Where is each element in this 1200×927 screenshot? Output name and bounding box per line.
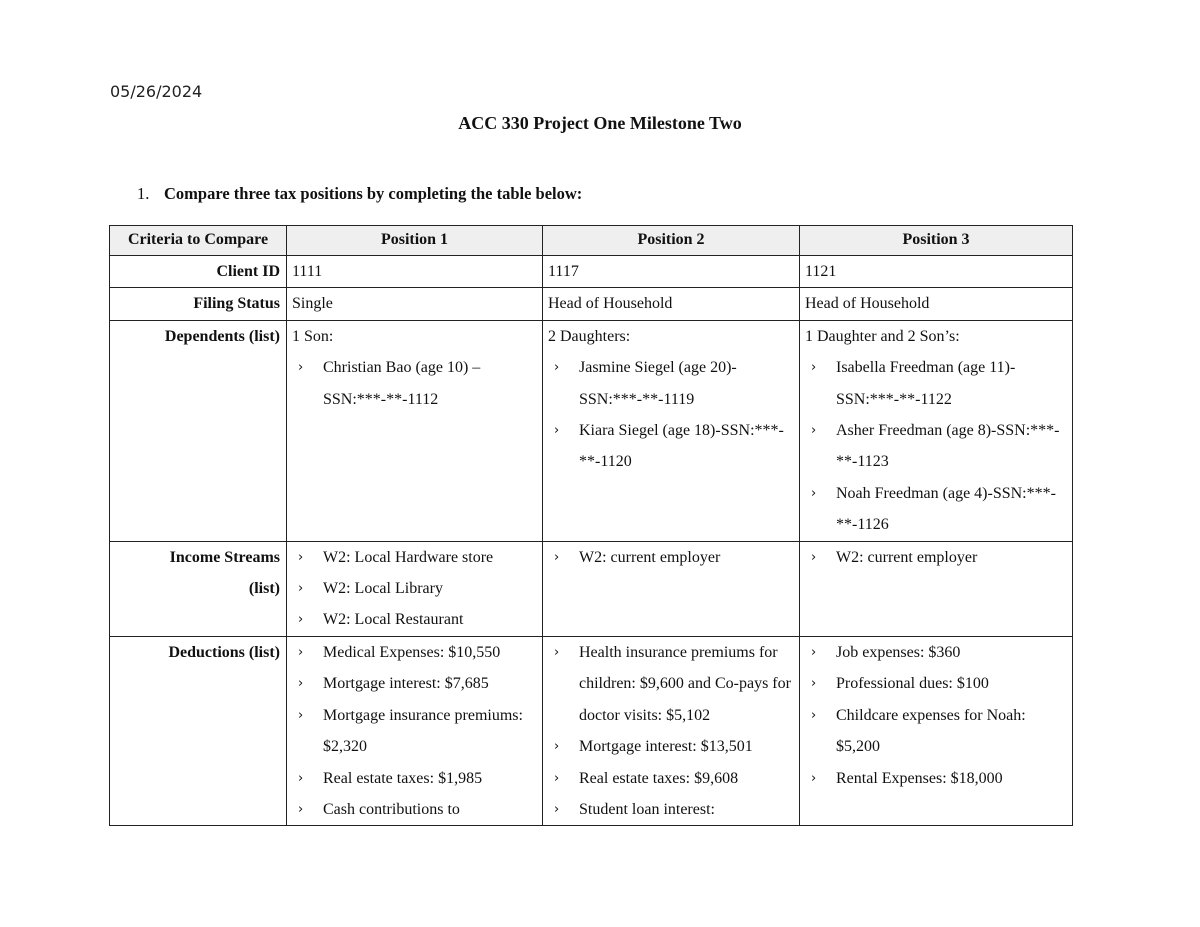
instruction-number: 1. [137, 184, 150, 203]
list-item [548, 637, 794, 731]
list-item [548, 763, 794, 794]
list-item [548, 542, 794, 573]
cell-value: 1111 [287, 256, 543, 288]
chevron-right-icon: › [298, 801, 304, 817]
list-item-text: Jasmine Siegel (age 20)-SSN:***-**-1119 [579, 359, 737, 408]
income-cell [543, 541, 800, 636]
chevron-right-icon: › [554, 644, 560, 660]
chevron-right-icon: › [811, 549, 817, 565]
cell-value: Head of Household [543, 288, 800, 320]
list-item-text: Cash contributions to [323, 800, 460, 818]
list-item-text: Isabella Freedman (age 11)-SSN:***-**-1122 [836, 359, 1016, 408]
list-item-text: W2: Local Library [323, 580, 443, 598]
chevron-right-icon: › [298, 707, 304, 723]
dependents-summary: 1 Daughter and 2 Son’s: [805, 327, 960, 345]
document-date: 05/26/2024 [110, 82, 203, 101]
list-item-text: Childcare expenses for Noah: $5,200 [836, 706, 1026, 756]
dependents-cell [543, 320, 800, 541]
row-income-streams [110, 541, 1073, 636]
row-client-id [110, 256, 1073, 288]
chevron-right-icon: › [298, 644, 304, 660]
deductions-cell [800, 636, 1073, 825]
dependents-cell [287, 320, 543, 541]
chevron-right-icon: › [554, 549, 560, 565]
criteria-label: Deductions (list) [110, 636, 287, 825]
list-item-text: Real estate taxes: $1,985 [323, 769, 483, 787]
deductions-list [805, 637, 1067, 794]
deductions-cell [543, 636, 800, 825]
list-item [805, 700, 1067, 763]
list-item-text: W2: Local Hardware store [323, 548, 494, 566]
list-item [805, 637, 1067, 668]
income-list [805, 542, 1067, 573]
chevron-right-icon: › [811, 423, 817, 439]
list-item [548, 352, 794, 415]
list-item-text: Christian Bao (age 10) – SSN:***-**-1112 [323, 359, 481, 408]
income-cell [800, 541, 1073, 636]
instruction [137, 184, 582, 204]
list-item [548, 794, 794, 825]
criteria-label: Filing Status [110, 288, 287, 320]
list-item-text: W2: current employer [836, 548, 978, 566]
list-item [292, 573, 537, 604]
dependents-summary: 1 Son: [292, 327, 334, 345]
list-item [548, 731, 794, 762]
list-item-text: Rental Expenses: $18,000 [836, 769, 1003, 787]
list-item-text: Real estate taxes: $9,608 [579, 769, 739, 787]
cell-value: Head of Household [800, 288, 1073, 320]
chevron-right-icon: › [298, 549, 304, 565]
list-item [805, 542, 1067, 573]
chevron-right-icon: › [298, 360, 304, 376]
list-item-text: Mortgage insurance premiums: $2,320 [323, 706, 523, 756]
list-item [805, 478, 1067, 541]
income-list [548, 542, 794, 573]
list-item-text: Asher Freedman (age 8)-SSN:***-**-1123 [836, 422, 1060, 471]
list-item [292, 700, 537, 763]
chevron-right-icon: › [811, 770, 817, 786]
header-position-2: Position 2 [543, 226, 800, 256]
chevron-right-icon: › [554, 739, 560, 755]
list-item-text: Mortgage interest: $7,685 [323, 675, 489, 693]
list-item-text: W2: current employer [579, 548, 721, 566]
criteria-label-line-1: Income Streams [169, 548, 280, 566]
header-position-1: Position 1 [287, 226, 543, 256]
dependents-summary: 2 Daughters: [548, 327, 631, 345]
cell-value: 1117 [543, 256, 800, 288]
list-item [292, 542, 537, 573]
chevron-right-icon: › [554, 423, 560, 439]
deductions-list [548, 637, 794, 825]
chevron-right-icon: › [554, 770, 560, 786]
criteria-label-line-2: (list) [248, 580, 280, 598]
chevron-right-icon: › [811, 360, 817, 376]
row-filing-status [110, 288, 1073, 320]
deductions-list [292, 637, 537, 825]
dependents-cell [800, 320, 1073, 541]
list-item-text: W2: Local Restaurant [323, 611, 464, 629]
chevron-right-icon: › [298, 581, 304, 597]
chevron-right-icon: › [811, 485, 817, 501]
row-dependents [110, 320, 1073, 541]
instruction-text: Compare three tax positions by completing the table below: [164, 184, 583, 203]
list-item-text: Professional dues: $100 [836, 675, 989, 693]
list-item [548, 415, 794, 478]
chevron-right-icon: › [811, 676, 817, 692]
list-item-text: Medical Expenses: $10,550 [323, 643, 501, 661]
chevron-right-icon: › [811, 707, 817, 723]
header-position-3: Position 3 [800, 226, 1073, 256]
list-item [292, 794, 537, 825]
income-cell [287, 541, 543, 636]
chevron-right-icon: › [298, 770, 304, 786]
list-item [805, 352, 1067, 415]
dependents-list [548, 352, 794, 478]
list-item-text: Job expenses: $360 [836, 643, 961, 661]
list-item-text: Mortgage interest: $13,501 [579, 738, 753, 756]
row-deductions [110, 636, 1073, 825]
list-item [292, 668, 537, 699]
cell-value: 1121 [800, 256, 1073, 288]
list-item [805, 668, 1067, 699]
comparison-table [109, 225, 1073, 826]
list-item-text: Student loan interest: [579, 800, 715, 818]
chevron-right-icon: › [811, 644, 817, 660]
list-item-text: Kiara Siegel (age 18)-SSN:***-**-1120 [579, 422, 784, 471]
list-item-text: Health insurance premiums for children: $9,600 and Co-pays for doctor visits: $5,102 [579, 643, 791, 724]
list-item [292, 763, 537, 794]
chevron-right-icon: › [554, 360, 560, 376]
list-item [292, 637, 537, 668]
header-criteria: Criteria to Compare [110, 226, 287, 256]
dependents-list [292, 352, 537, 415]
chevron-right-icon: › [554, 801, 560, 817]
criteria-label: Dependents (list) [110, 320, 287, 541]
list-item [292, 352, 537, 415]
cell-value: Single [287, 288, 543, 320]
list-item [805, 763, 1067, 794]
list-item [292, 604, 537, 635]
criteria-label: Client ID [110, 256, 287, 288]
header-row [110, 226, 1073, 256]
criteria-label [110, 541, 287, 636]
list-item-text: Noah Freedman (age 4)-SSN:***-**-1126 [836, 484, 1056, 534]
dependents-list [805, 352, 1067, 540]
deductions-cell [287, 636, 543, 825]
document-title: ACC 330 Project One Milestone Two [458, 113, 742, 133]
list-item [805, 415, 1067, 478]
income-list [292, 542, 537, 636]
chevron-right-icon: › [298, 612, 304, 628]
chevron-right-icon: › [298, 676, 304, 692]
